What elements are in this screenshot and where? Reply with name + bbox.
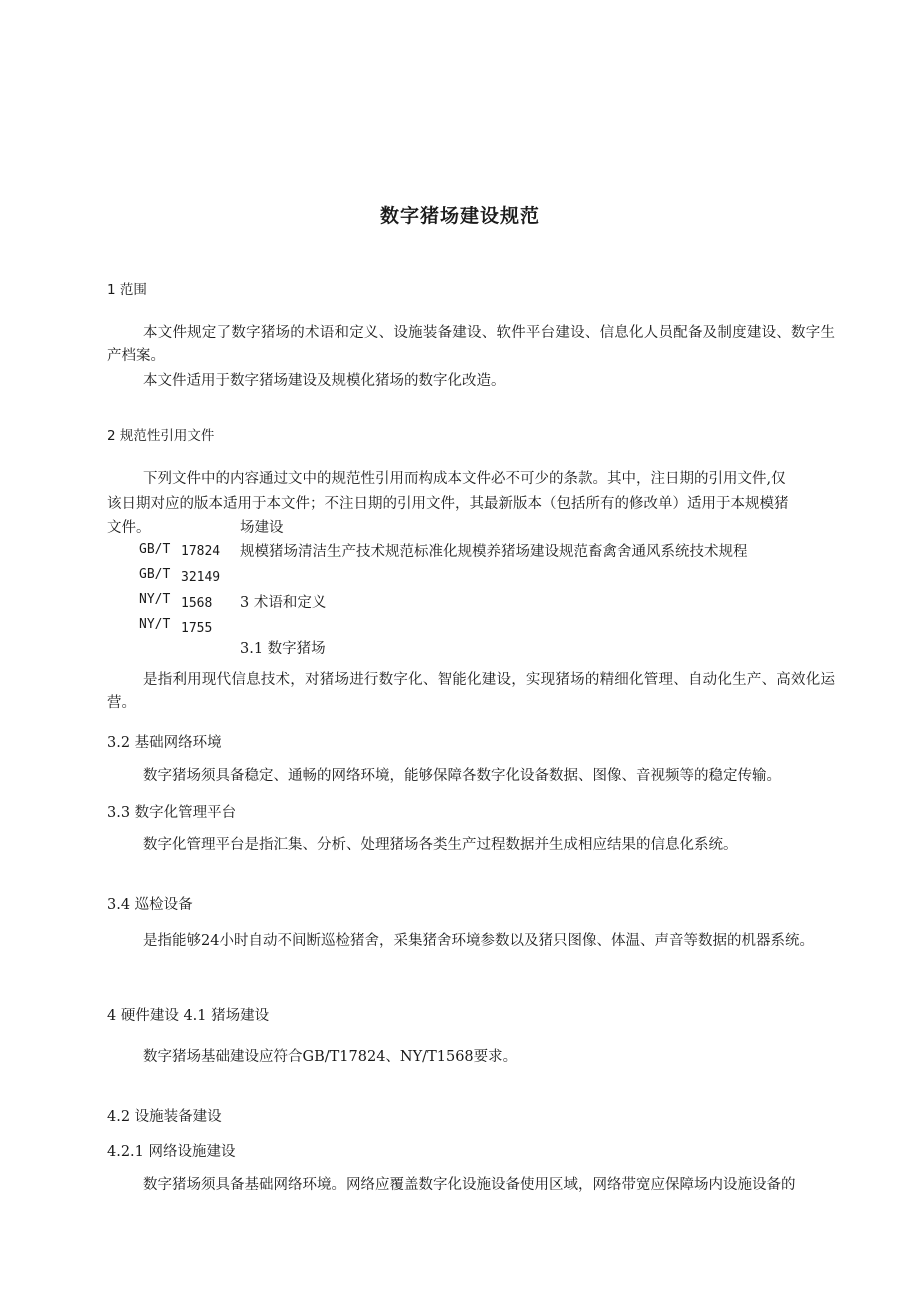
section-3-1-paragraph: 是指利用现代信息技术，对猪场进行数字化、智能化建设，实现猪场的精细化管理、自动化生产、高效化运营。 bbox=[107, 672, 835, 711]
section-3-1-heading: 3.1 数字猪场 bbox=[240, 641, 326, 657]
section-2-paragraph-line-1: 下列文件中的内容通过文中的规范性引用而构成本文件必不可少的条款。其中，注日期的引用文件,仅 bbox=[143, 471, 786, 487]
ref-number: 32149 bbox=[181, 570, 221, 585]
document-title: 数字猪场建设规范 bbox=[379, 205, 540, 227]
section-1-heading: 1 范围 bbox=[107, 282, 147, 298]
section-2-heading: 2 规范性引用文件 bbox=[107, 428, 215, 444]
section-1-paragraph-2: 本文件适用于数字猪场建设及规模化猪场的数字化改造。 bbox=[143, 373, 506, 389]
section-4-2-1-paragraph: 数字猪场须具备基础网络环境。网络应覆盖数字化设施设备使用区域，网络带宽应保障场内设施设备的 bbox=[143, 1177, 796, 1193]
ref-number: 17824 bbox=[181, 544, 221, 559]
section-4-2-heading: 4.2 设施装备建设 bbox=[107, 1109, 222, 1125]
ref-prefix: GB/T bbox=[139, 567, 171, 582]
ref-prefix: NY/T bbox=[139, 617, 171, 632]
section-4-1-paragraph: 数字猪场基础建设应符合GB/T17824、NY/T1568要求。 bbox=[143, 1049, 518, 1065]
section-1-paragraph-1: 本文件规定了数字猪场的术语和定义、设施装备建设、软件平台建设、信息化人员配备及制度建设、数字生产档案。 bbox=[107, 325, 835, 364]
ref-prefix: GB/T bbox=[139, 542, 171, 557]
ref-prefix: NY/T bbox=[139, 592, 171, 607]
section-2-paragraph-line-3: 文件。 bbox=[107, 520, 151, 536]
section-2-overlap-text: 场建设 bbox=[240, 520, 284, 536]
section-3-4-paragraph: 是指能够24小时自动不间断巡检猪舍，采集猪舍环境参数以及猪只图像、体温、声音等数据的机器系统。 bbox=[143, 933, 814, 949]
section-3-3-heading: 3.3 数字化管理平台 bbox=[107, 805, 237, 821]
section-2-paragraph-line-2: 该日期对应的版本适用于本文件；不注日期的引用文件，其最新版本（包括所有的修改单）适用于本规模猪 bbox=[107, 496, 789, 512]
section-4-heading: 4 硬件建设 4.1 猪场建设 bbox=[107, 1008, 270, 1024]
ref-number: 1755 bbox=[181, 621, 213, 633]
section-3-heading: 3 术语和定义 bbox=[240, 595, 327, 611]
section-3-4-heading: 3.4 巡检设备 bbox=[107, 897, 193, 913]
section-3-2-heading: 3.2 基础网络环境 bbox=[107, 735, 222, 751]
ref-number: 1568 bbox=[181, 596, 213, 611]
section-3-3-paragraph: 数字化管理平台是指汇集、分析、处理猪场各类生产过程数据并生成相应结果的信息化系统。 bbox=[143, 837, 738, 853]
section-4-2-1-heading: 4.2.1 网络设施建设 bbox=[107, 1144, 236, 1160]
refs-titles: 规模猪场清洁生产技术规范标准化规模养猪场建设规范畜禽舍通风系统技术规程 bbox=[240, 544, 748, 560]
section-3-2-paragraph: 数字猪场须具备稳定、通畅的网络环境，能够保障各数字化设备数据、图像、音视频等的稳定传输。 bbox=[143, 768, 781, 784]
